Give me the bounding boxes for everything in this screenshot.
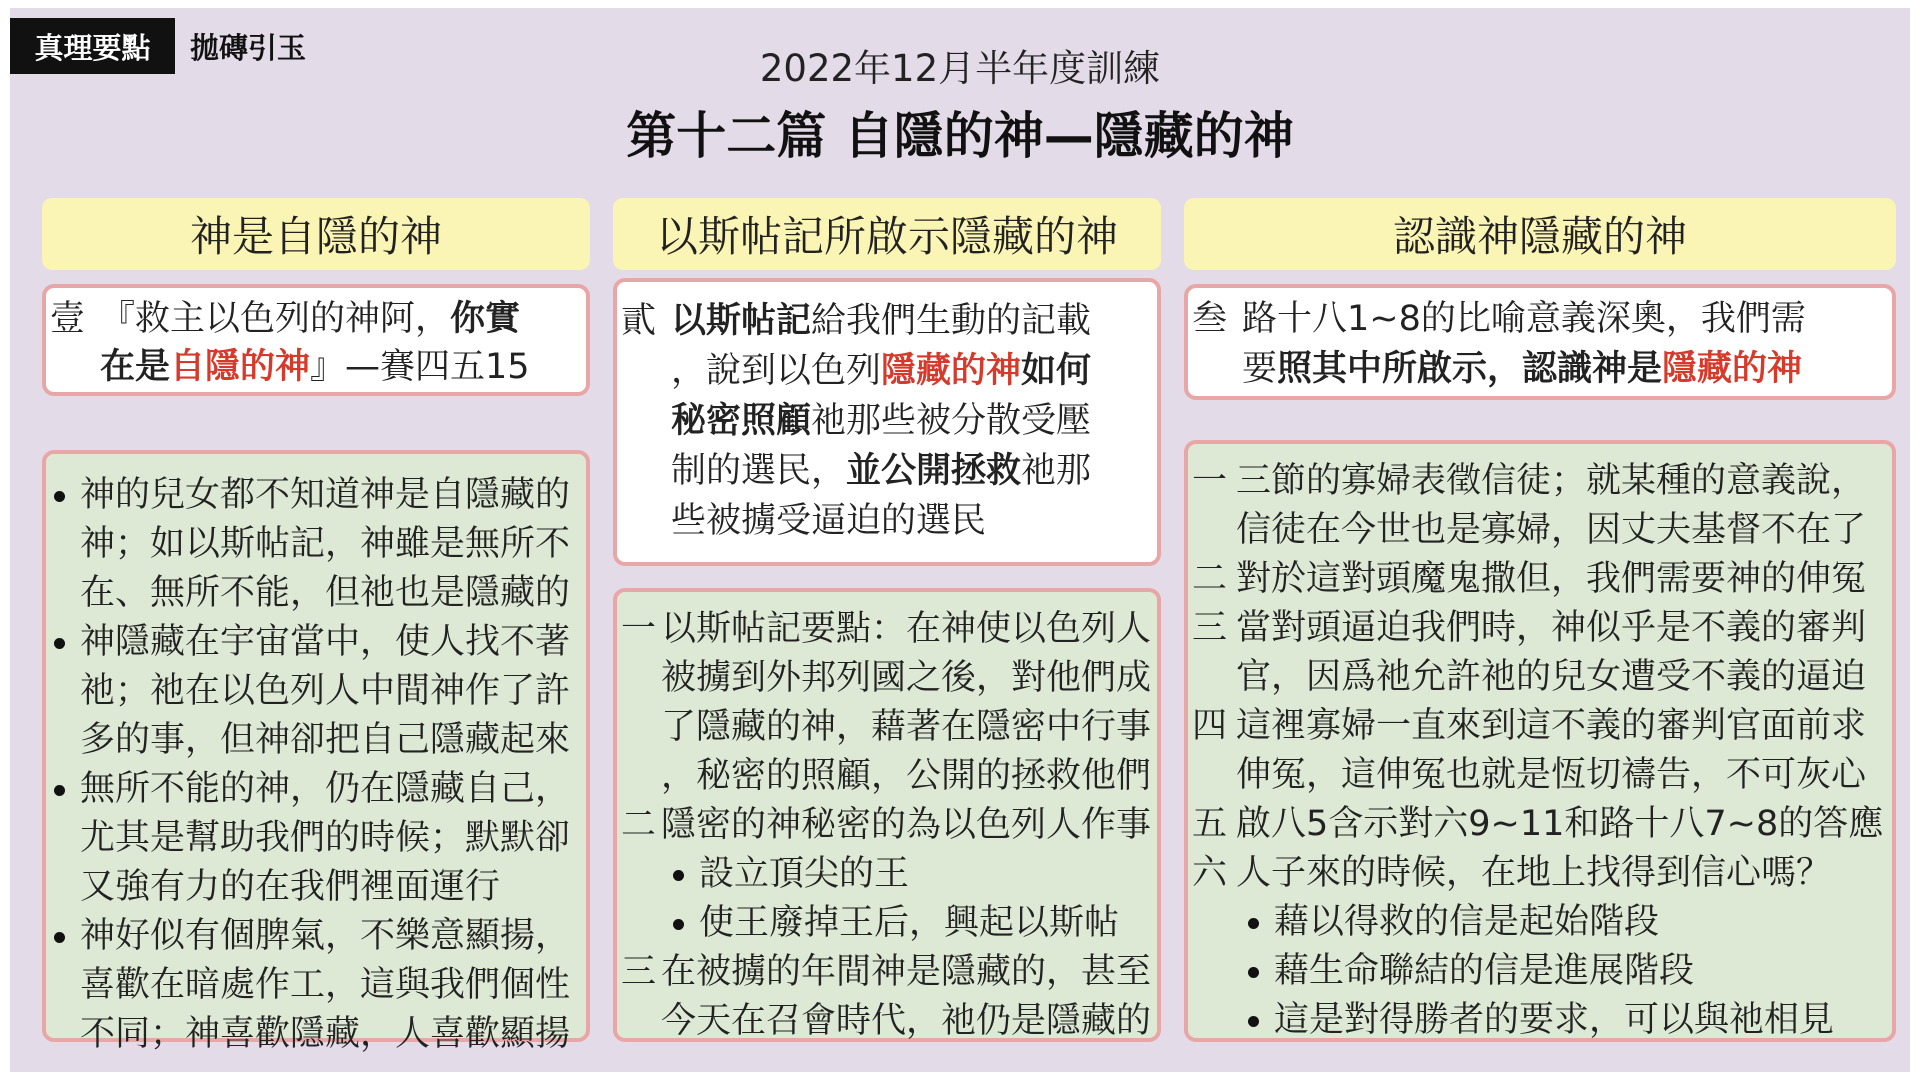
intro-text: 給我們生動的記載 — [811, 301, 1092, 341]
list-item: 這裡寡婦一直來到這不義的審判官面前求 — [1236, 706, 1867, 746]
list-item: 神的兒女都不知道神是自隱藏的 — [80, 475, 571, 515]
list-item: 祂；祂在以色列人中間神作了許 — [80, 671, 571, 711]
list-item: ，秘密的照顧，公開的拯救他們 — [661, 756, 1152, 796]
page-title: 第十二篇 自隱的神—隱藏的神 — [626, 107, 1294, 165]
tag-truth-points: 真理要點 — [10, 18, 175, 74]
list-item: 了隱藏的神，藉著在隱密中行事 — [661, 707, 1152, 747]
bullet-icon — [54, 785, 65, 796]
intro-line-2 — [1242, 349, 1803, 389]
list-item: 又強有力的在我們裡面運行 — [80, 867, 501, 907]
column-1-body-box — [42, 450, 590, 1054]
intro-line-5: 些被擄受逼迫的選民 — [671, 501, 987, 541]
bullet-icon — [673, 919, 684, 930]
list-item: 今天在召會時代，祂仍是隱藏的 — [661, 1001, 1152, 1041]
item-number: 一 — [1192, 461, 1228, 501]
intro-text: 祂那 — [1021, 451, 1092, 491]
intro-text: 祂那些被分散受壓 — [811, 401, 1092, 441]
intro-number: 壹 — [50, 299, 86, 339]
list-item: 多的事，但神卻把自己隱藏起來 — [80, 720, 571, 760]
item-number: 三 — [621, 952, 657, 992]
list-item: 以斯帖記要點：在神使以色列人 — [661, 609, 1152, 649]
intro-line-1: 路十八1~8的比喻意義深奧，我們需 — [1242, 299, 1806, 339]
column-2-body-box — [613, 588, 1161, 1042]
intro-text: 要 — [1242, 349, 1278, 389]
intro-bold: 照其中所啟示，認識神是 — [1277, 349, 1663, 389]
item-number: 一 — [621, 609, 657, 649]
list-item: 被擄到外邦列國之後，對他們成 — [661, 658, 1152, 698]
page-subtitle: 2022年12月半年度訓練 — [759, 47, 1161, 90]
list-item: 這是對得勝者的要求，可以與祂相見 — [1274, 1000, 1835, 1040]
item-number: 五 — [1192, 804, 1228, 844]
intro-line-4 — [671, 451, 1092, 491]
intro-bold: 並公開拯救 — [846, 451, 1022, 491]
list-item: 三節的寡婦表徵信徒；就某種的意義說， — [1236, 461, 1867, 501]
item-number: 六 — [1192, 853, 1228, 893]
list-item: 尤其是幫助我們的時候；默默卻 — [80, 818, 571, 858]
list-item: 不同；神喜歡隱藏，人喜歡顯揚 — [80, 1014, 571, 1054]
bullet-icon — [54, 638, 65, 649]
intro-highlight: 隱藏的神 — [881, 351, 1022, 391]
intro-line-2 — [100, 347, 530, 387]
column-1-intro-box — [42, 284, 590, 396]
column-2-intro-box — [613, 278, 1161, 566]
list-item: 啟八5含示對六9~11和路十八7~8的答應 — [1236, 804, 1884, 844]
intro-bold: 你實 — [450, 299, 521, 339]
intro-line-1 — [100, 299, 521, 339]
intro-highlight: 隱藏的神 — [1662, 349, 1803, 389]
intro-number: 叁 — [1192, 299, 1228, 339]
item-number: 二 — [621, 805, 657, 845]
tag-brick-jade: 拋磚引玉 — [190, 30, 307, 65]
column-3-body-box — [1184, 440, 1896, 1042]
bullet-icon — [673, 870, 684, 881]
list-item: 使王廢掉王后，興起以斯帖 — [699, 903, 1120, 943]
list-item: 無所不能的神，仍在隱藏自己， — [80, 769, 571, 809]
intro-text: 『救主以色列的神阿， — [100, 299, 451, 339]
intro-line-2 — [671, 351, 1092, 391]
intro-bold: 以斯帖記 — [671, 301, 812, 341]
column-2-heading: 以斯帖記所啟示隱藏的神 — [613, 198, 1161, 270]
list-item: 在被擄的年間神是隱藏的，甚至 — [661, 952, 1152, 992]
intro-highlight: 自隱的神 — [170, 347, 311, 387]
column-1-heading: 神是自隱的神 — [42, 198, 590, 270]
list-item: 伸冤，這伸冤也就是恆切禱告，不可灰心 — [1236, 755, 1867, 795]
list-item: 神好似有個脾氣，不樂意顯揚， — [80, 916, 571, 956]
list-item: 官，因爲祂允許祂的兒女遭受不義的逼迫 — [1236, 657, 1867, 697]
intro-number: 貳 — [621, 301, 657, 341]
item-number: 三 — [1192, 608, 1228, 648]
bullet-icon — [1248, 1016, 1259, 1027]
list-item: 藉以得救的信是起始階段 — [1274, 902, 1660, 942]
intro-text: 制的選民， — [671, 451, 847, 491]
intro-bold: 如何 — [1021, 351, 1092, 391]
list-item: 喜歡在暗處作工，這與我們個性 — [80, 965, 571, 1005]
bullet-icon — [54, 491, 65, 502]
list-item: 神；如以斯帖記，神雖是無所不 — [80, 524, 571, 564]
intro-bold: 秘密照顧 — [671, 401, 812, 441]
slide — [10, 8, 1910, 1072]
intro-bold: 在是 — [100, 347, 171, 387]
column-3-intro-box — [1184, 284, 1896, 400]
bullet-icon — [54, 932, 65, 943]
list-item: 隱密的神秘密的為以色列人作事 — [661, 805, 1152, 845]
list-item: 藉生命聯結的信是進展階段 — [1274, 951, 1695, 991]
list-item: 神隱藏在宇宙當中，使人找不著 — [80, 622, 571, 662]
item-number: 四 — [1192, 706, 1228, 746]
bullet-icon — [1248, 967, 1259, 978]
list-item: 人子來的時候，在地上找得到信心嗎？ — [1236, 853, 1832, 893]
list-item: 當對頭逼迫我們時，神似乎是不義的審判 — [1236, 608, 1867, 648]
intro-line-3 — [671, 401, 1092, 441]
list-item: 設立頂尖的王 — [699, 854, 910, 894]
intro-reference: 』—賽四五15 — [310, 347, 530, 387]
intro-line-1 — [671, 301, 1092, 341]
intro-text: ，說到以色列 — [671, 351, 882, 391]
column-3-heading: 認識神隱藏的神 — [1184, 198, 1896, 270]
list-item: 在、無所不能，但祂也是隱藏的 — [80, 573, 571, 613]
list-item: 信徒在今世也是寡婦，因丈夫基督不在了 — [1236, 510, 1867, 550]
item-number: 二 — [1192, 559, 1228, 599]
bullet-icon — [1248, 918, 1259, 929]
list-item: 對於這對頭魔鬼撒但，我們需要神的伸冤 — [1236, 559, 1867, 599]
